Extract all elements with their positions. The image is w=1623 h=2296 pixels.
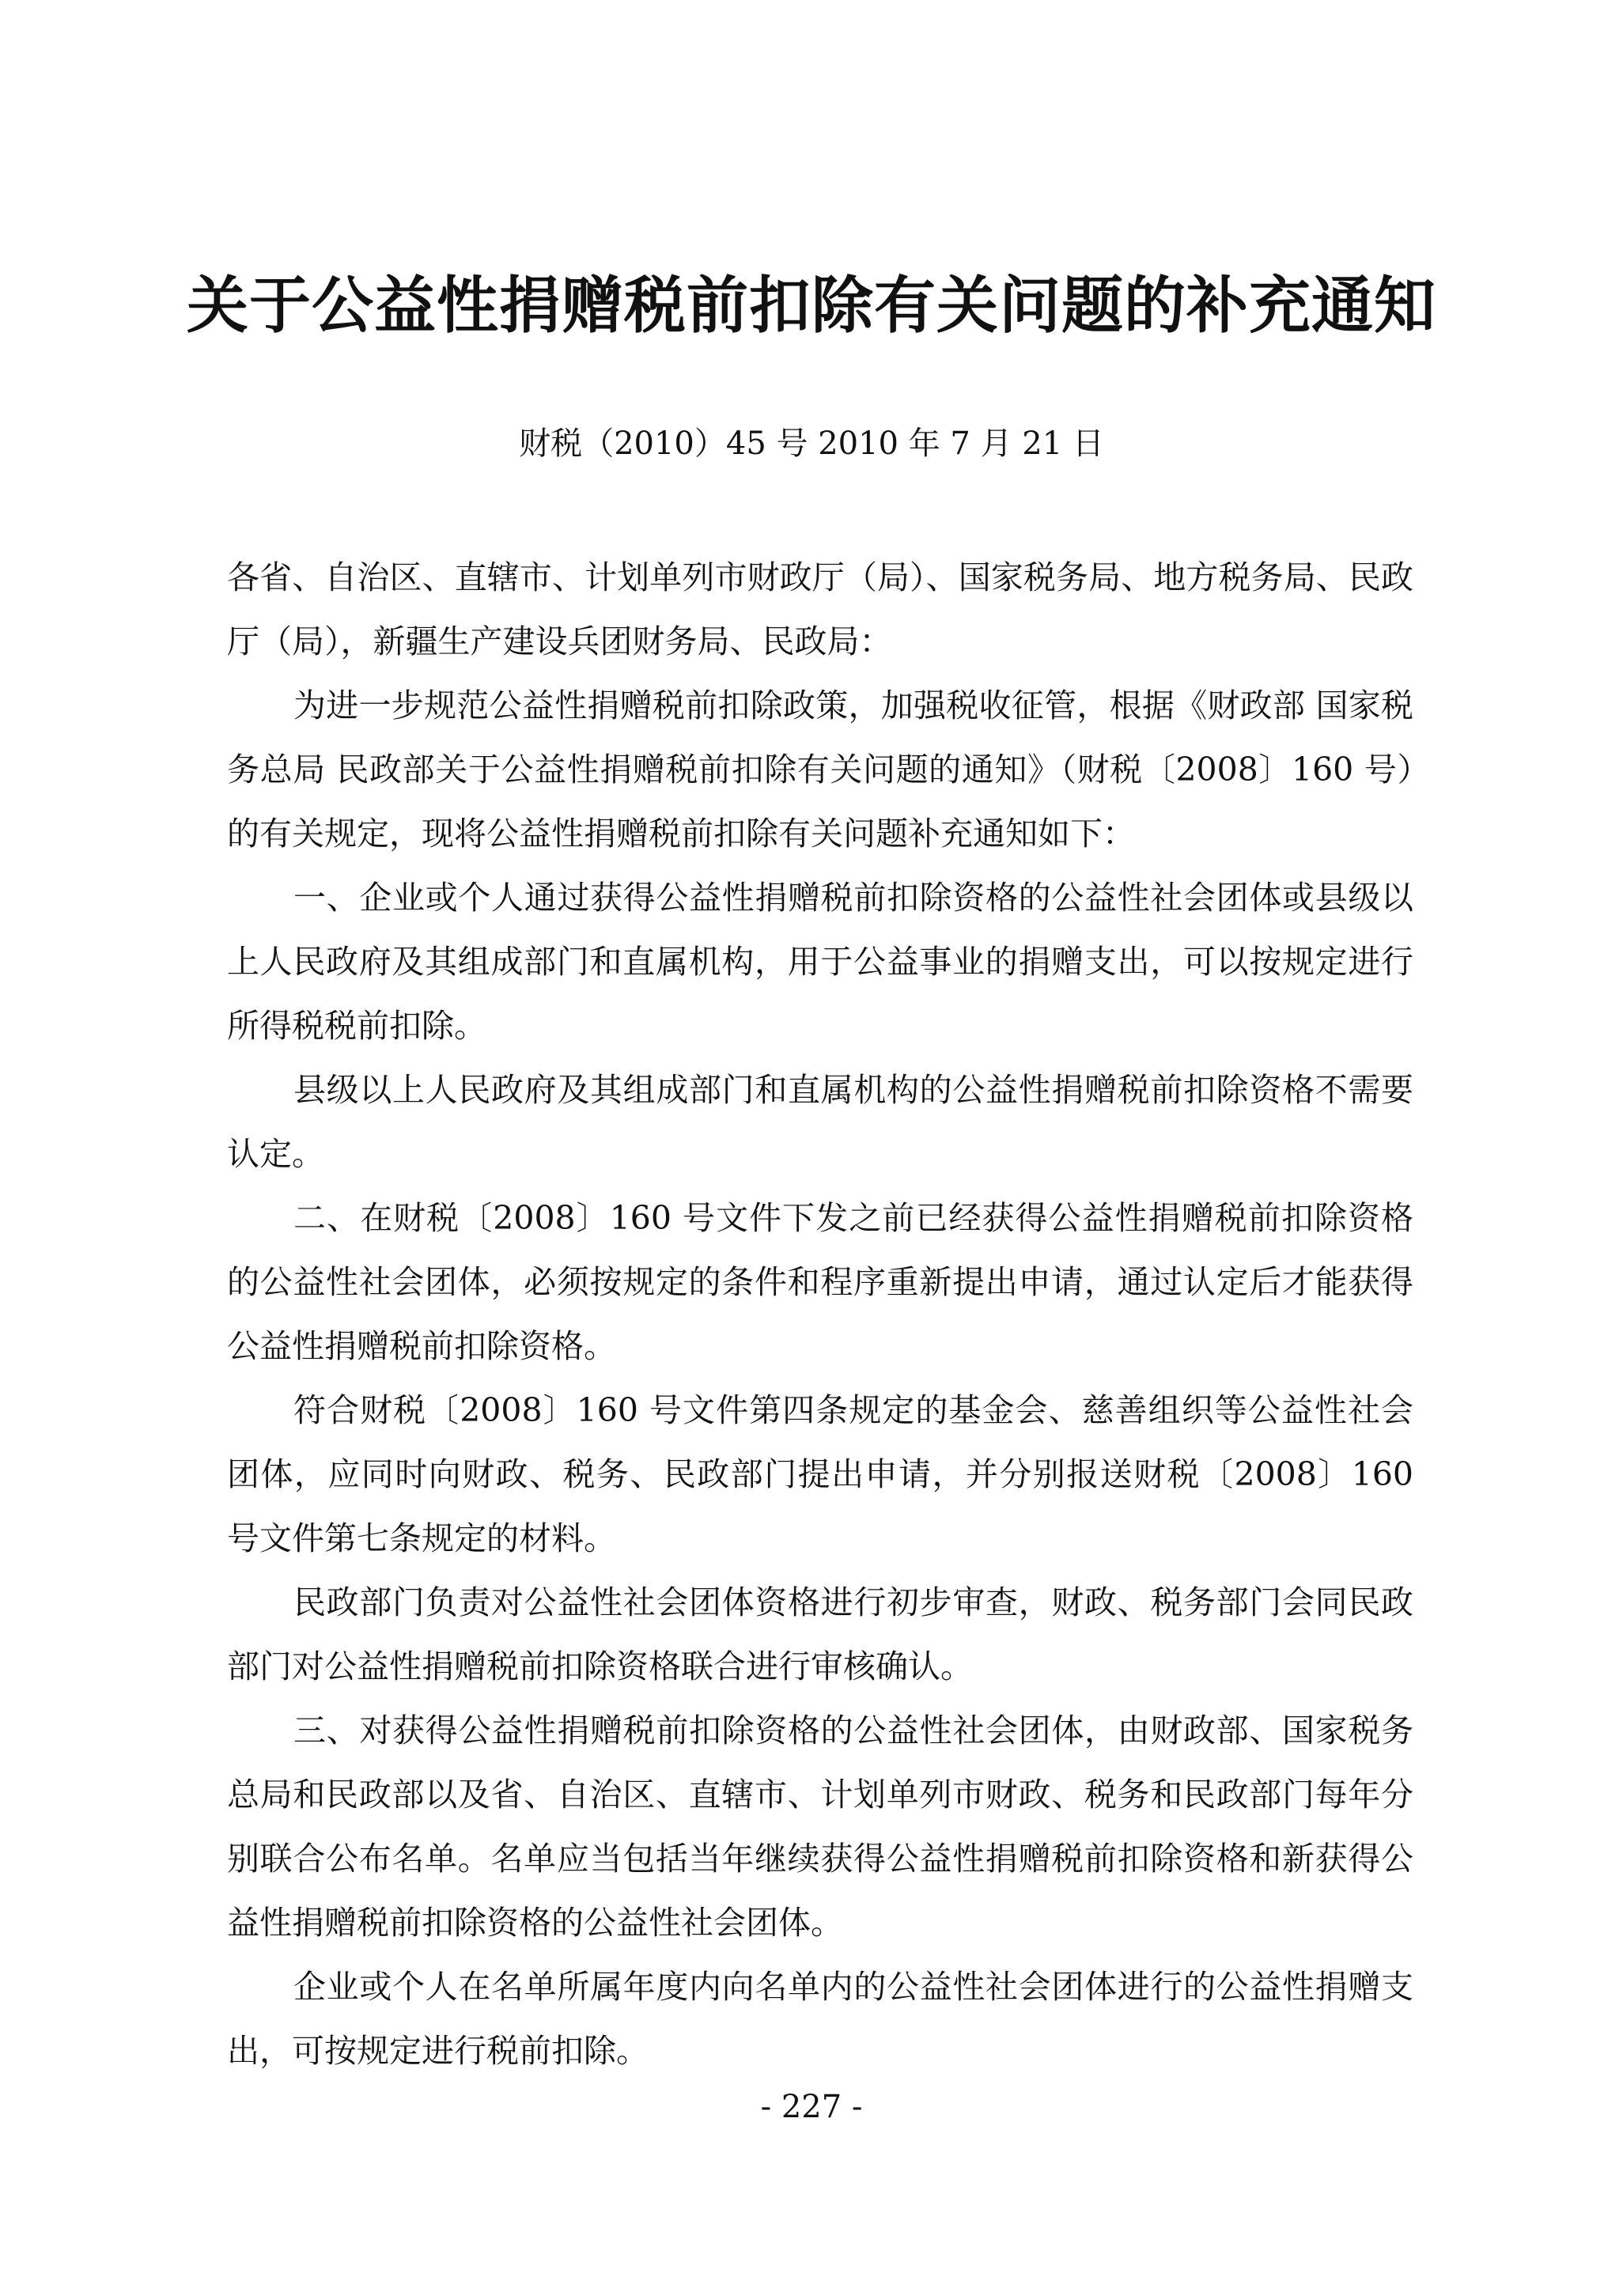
paragraph-item-2-requirements: 符合财税〔2008〕160 号文件第四条规定的基金会、慈善组织等公益性社会团体，应同时向财政、税务、民政部门提出申请，并分别报送财税〔2008〕160 号文件第七条规定的材料。 [227, 1391, 1413, 1557]
salutation: 各省、自治区、直辖市、计划单列市财政厅（局）、国家税务局、地方税务局、民政厅（局），新疆生产建设兵团财务局、民政局： [227, 558, 1413, 660]
paragraph-item-1-note: 县级以上人民政府及其组成部门和直属机构的公益性捐赠税前扣除资格不需要认定。 [227, 1071, 1413, 1173]
paragraph-item-2: 二、在财税〔2008〕160 号文件下发之前已经获得公益性捐赠税前扣除资格的公益性社会团体，必须按规定的条件和程序重新提出申请，通过认定后才能获得公益性捐赠税前扣除资格。 [227, 1199, 1413, 1365]
document-reference-date: 财税（2010）45 号 2010 年 7 月 21 日 [519, 426, 1104, 462]
paragraph-item-2-review: 民政部门负责对公益性社会团体资格进行初步审查，财政、税务部门会同民政部门对公益性捐赠税前扣除资格联合进行审核确认。 [227, 1583, 1413, 1685]
page-number: - 227 - [760, 2089, 863, 2125]
paragraph-item-3-deduction: 企业或个人在名单所属年度内向名单内的公益性社会团体进行的公益性捐赠支出，可按规定进行税前扣除。 [227, 1968, 1413, 2070]
paragraph-intro: 为进一步规范公益性捐赠税前扣除政策，加强税收征管，根据《财政部 国家税务总局 民政部关于公益性捐赠税前扣除有关问题的通知》（财税〔2008〕160 号）的有关规定，现将公益性捐赠税前扣除有关问题补充通知如下： [227, 687, 1413, 853]
document-body [227, 546, 1413, 2083]
document-title: 关于公益性捐赠税前扣除有关问题的补充通知 [186, 270, 1436, 342]
paragraph-item-3: 三、对获得公益性捐赠税前扣除资格的公益性社会团体，由财政部、国家税务总局和民政部以及省、自治区、直辖市、计划单列市财政、税务和民政部门每年分别联合公布名单。名单应当包括当年继续获得公益性捐赠税前扣除资格和新获得公益性捐赠税前扣除资格的公益性社会团体。 [227, 1712, 1413, 1942]
paragraph-item-1: 一、企业或个人通过获得公益性捐赠税前扣除资格的公益性社会团体或县级以上人民政府及其组成部门和直属机构，用于公益事业的捐赠支出，可以按规定进行所得税税前扣除。 [227, 879, 1413, 1045]
